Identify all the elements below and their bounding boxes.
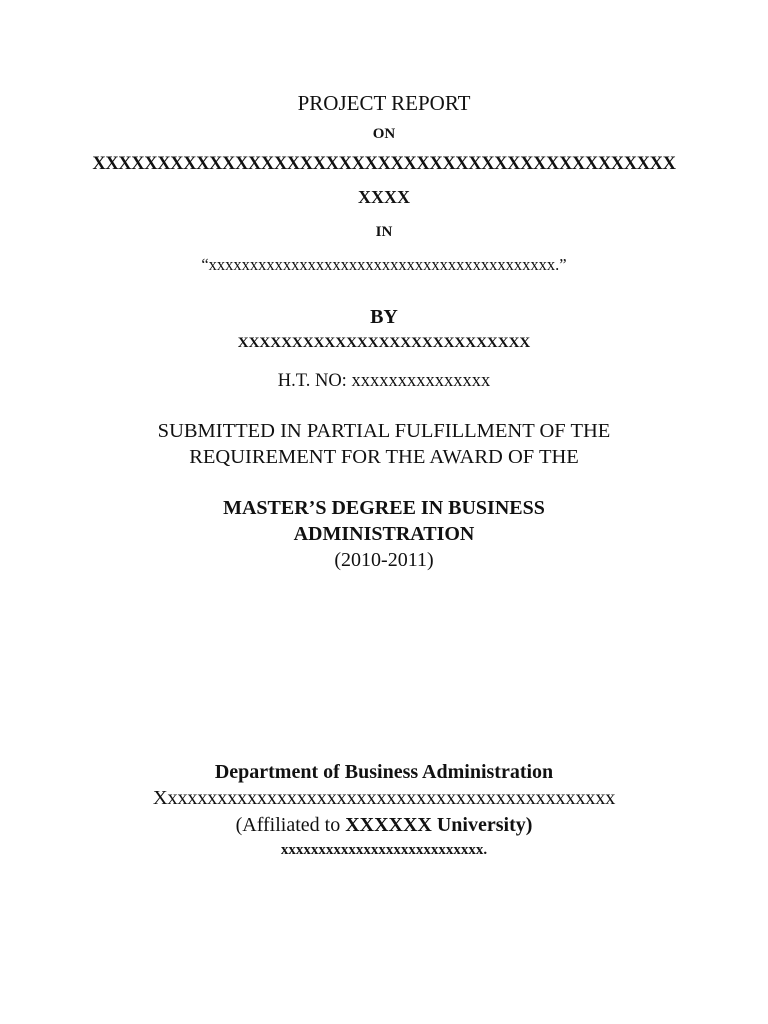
in-label: IN <box>375 224 393 240</box>
by-label: BY <box>370 306 398 328</box>
on-label: ON <box>372 126 396 142</box>
submission-statement-line1: SUBMITTED IN PARTIAL FULFILLMENT OF THE <box>157 420 611 442</box>
academic-year: (2010-2011) <box>334 549 434 571</box>
affiliation-university: XXXXXX University) <box>345 814 533 836</box>
submission-statement-line2: REQUIREMENT FOR THE AWARD OF THE <box>189 446 579 468</box>
degree-line1: MASTER’S DEGREE IN BUSINESS <box>223 497 545 519</box>
college-address: xxxxxxxxxxxxxxxxxxxxxxxxxxx. <box>280 842 488 858</box>
project-topic-line2: XXXX <box>358 187 410 207</box>
affiliation <box>0 815 768 835</box>
affiliation-prefix: (Affiliated to <box>235 814 346 836</box>
degree-line2: ADMINISTRATION <box>293 523 475 545</box>
student-name: XXXXXXXXXXXXXXXXXXXXXXXXXXX <box>237 335 531 351</box>
department-name: Department of Business Administration <box>214 761 554 783</box>
organization-name: “xxxxxxxxxxxxxxxxxxxxxxxxxxxxxxxxxxxxxxxxxx.” <box>201 255 567 274</box>
report-heading: PROJECT REPORT <box>297 91 471 115</box>
project-topic-line1: XXXXXXXXXXXXXXXXXXXXXXXXXXXXXXXXXXXXXXXXXXXXX <box>92 154 676 174</box>
college-name: Xxxxxxxxxxxxxxxxxxxxxxxxxxxxxxxxxxxxxxxxxxxxxx <box>152 787 616 809</box>
hall-ticket-number: H.T. NO: xxxxxxxxxxxxxxx <box>277 371 491 391</box>
